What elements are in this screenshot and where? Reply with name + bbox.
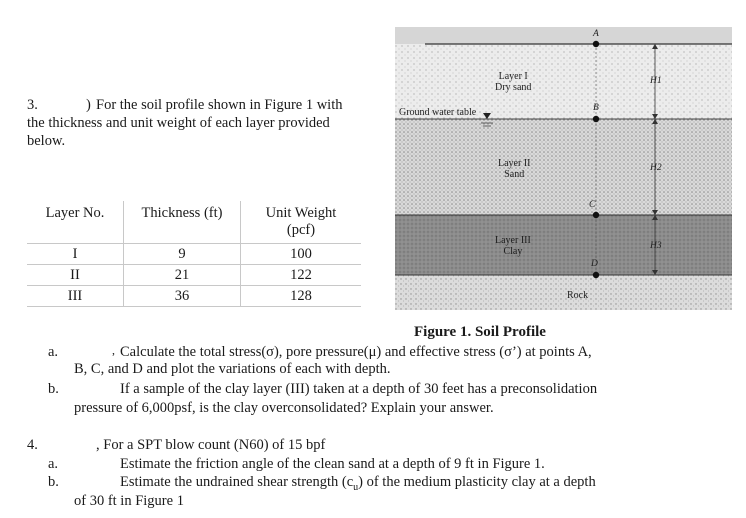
part-3a-mark: , [112, 343, 115, 357]
point-a-marker [593, 41, 599, 47]
part-4b-line2: of 30 ft in Figure 1 [74, 493, 184, 509]
part-3a-line2: B, C, and D and plot the variations of each with depth. [74, 361, 391, 377]
point-d-marker [593, 272, 599, 278]
cell-unit-weight: 100 [241, 244, 362, 265]
soil-profile-drawing [395, 27, 732, 310]
layer-table-header [27, 201, 361, 244]
table-row [27, 244, 361, 265]
cell-unit-weight: 128 [241, 286, 362, 307]
header-unit-weight-line1: Unit Weight [265, 205, 337, 221]
cell-thickness: 21 [124, 265, 241, 286]
problem-4-number: 4. [27, 437, 38, 453]
problem-3-text-line1: For the soil profile shown in Figure 1 with [96, 97, 343, 113]
header-thickness: Thickness (ft) [124, 201, 241, 244]
cell-layer: II [27, 265, 124, 286]
soil-profile-figure [395, 27, 732, 310]
point-b-label: B [593, 103, 599, 113]
problem-3-text-line3: below. [27, 133, 66, 149]
problem-3-text-line2: the thickness and unit weight of each layer provided [27, 115, 330, 131]
part-3b-line2: pressure of 6,000psf, is the clay overconsolidated? Explain your answer. [74, 400, 494, 416]
header-unit-weight [241, 201, 362, 244]
figure-caption: Figure 1. Soil Profile [414, 324, 546, 340]
problem-3-number: 3. [27, 97, 38, 113]
ground-water-table-label: Ground water table [399, 107, 477, 118]
problem-3-mark: ) [86, 97, 91, 113]
layer-2-label: Layer II Sand [498, 158, 531, 180]
point-c-label: C [589, 200, 596, 210]
cell-layer: III [27, 286, 124, 307]
part-4b-label: b. [48, 474, 59, 490]
point-d-label: D [591, 259, 598, 269]
part-4b-text: Estimate the undrained shear strength $(c_u)$ of the medium plasticity clay at a depth [120, 474, 596, 493]
height-h2-label: H2 [650, 163, 662, 173]
problem-4-intro: , For a SPT blow count (N60) of 15 bpf [96, 437, 326, 453]
layer-2-sand-area [395, 119, 732, 215]
layer-3-clay-area [395, 215, 732, 275]
layer-1-label: Layer I Dry sand [495, 71, 532, 93]
cell-layer: I [27, 244, 124, 265]
header-layer-no: Layer No. [27, 201, 124, 244]
layer-table [27, 201, 361, 307]
height-h3-label: H3 [650, 241, 662, 251]
cell-thickness: 9 [124, 244, 241, 265]
point-c-marker [593, 212, 599, 218]
rock-area [395, 275, 732, 310]
part-4a-text: Estimate the friction angle of the clean sand at a depth of 9 ft in Figure 1. [120, 456, 545, 472]
table-row [27, 286, 361, 307]
header-unit-weight-line2: (pcf) [286, 222, 316, 238]
point-a-label: A [593, 29, 599, 39]
point-b-marker [593, 116, 599, 122]
rock-label: Rock [567, 290, 589, 301]
part-3b-label: b. [48, 381, 59, 397]
part-3a-line1: Calculate the total stress(σ), pore pressure(μ) and effective stress (σ’) at points A, [120, 344, 592, 360]
part-3a-label: a. [48, 344, 59, 360]
cell-unit-weight: 122 [241, 265, 362, 286]
part-4a-label: a. [48, 456, 59, 472]
cell-thickness: 36 [124, 286, 241, 307]
layer-3-label: Layer III Clay [495, 235, 531, 257]
table-row [27, 265, 361, 286]
height-h1-label: H1 [650, 76, 662, 86]
part-3b-line1: If a sample of the clay layer (III) taken at a depth of 30 feet has a preconsolidation [120, 381, 598, 397]
